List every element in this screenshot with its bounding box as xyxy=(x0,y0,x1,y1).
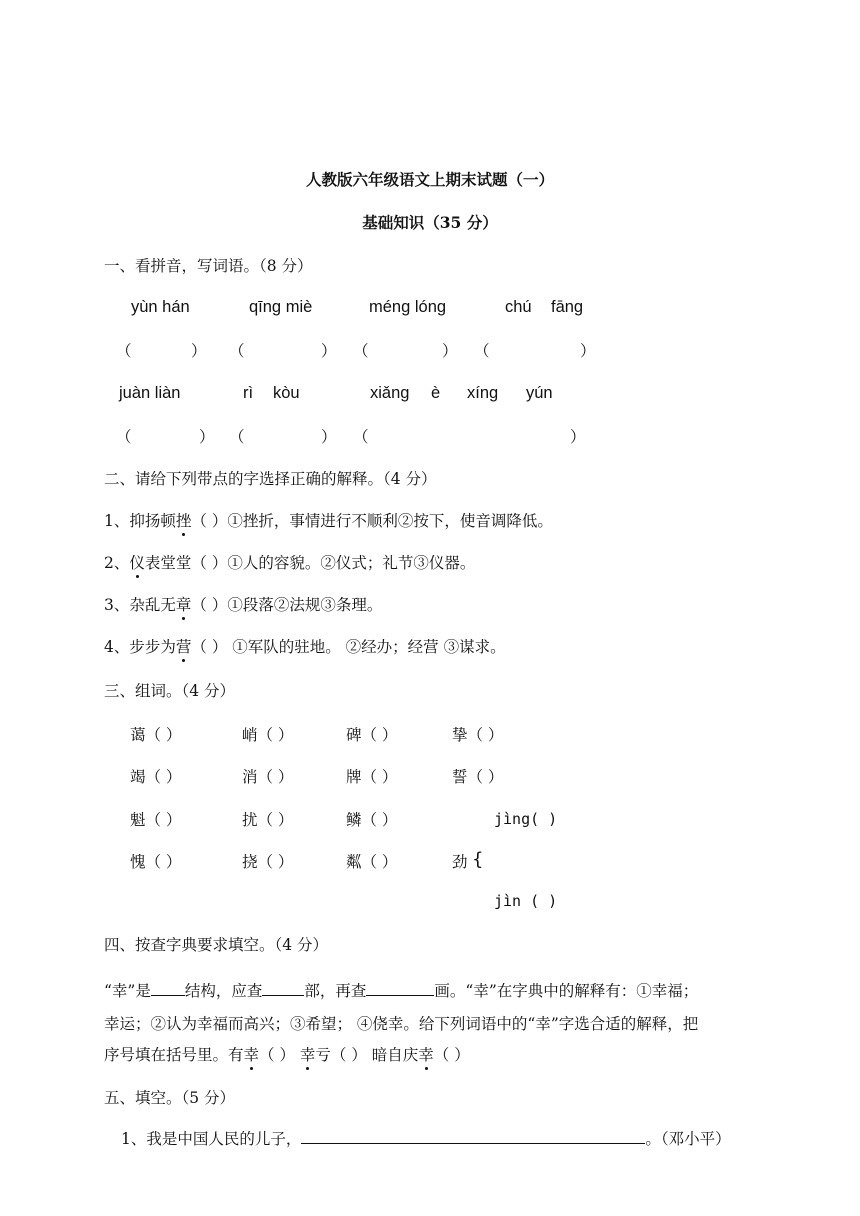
dotted-char: 仪 xyxy=(129,554,145,572)
pinyin: chú xyxy=(505,298,532,316)
dotted-char: 幸 xyxy=(418,1046,434,1064)
word-cell: 粼（ ） xyxy=(346,853,398,871)
bracket-open: （ xyxy=(353,428,369,446)
bracket-open: （ xyxy=(116,342,132,360)
answer-line xyxy=(301,1127,645,1144)
fill-blank xyxy=(366,979,434,996)
bracket-open: （ xyxy=(353,342,369,360)
fill-blank xyxy=(151,979,185,996)
paragraph-line: 序号填在括号里。有幸（ ） 幸亏（ ） 暗自庆幸（ ） xyxy=(104,1046,470,1064)
dotted-char: 挫 xyxy=(175,512,192,530)
word-cell: 魁（ ） xyxy=(130,811,182,829)
dotted-char: 营 xyxy=(175,638,192,656)
page-title: 人教版六年级语文上期末试题（一） xyxy=(305,170,554,189)
bracket-close: ） xyxy=(199,428,215,446)
word-cell: 挚（ ） xyxy=(452,726,504,744)
pinyin: yún xyxy=(526,384,553,402)
pinyin: qīng miè xyxy=(249,298,313,316)
section-1-heading: 一、看拼音，写词语。（8 分） xyxy=(104,257,313,275)
section-4-heading: 四、按查字典要求填空。（4 分） xyxy=(104,936,329,954)
pinyin: méng lóng xyxy=(369,298,447,316)
pinyin: xíng xyxy=(467,384,499,402)
brace-symbol: { xyxy=(472,849,484,870)
bracket-close: ） xyxy=(321,342,337,360)
paragraph-line: 幸运；②认为幸福而高兴；③希望； ④侥幸。给下列词语中的“幸”字选合适的解释，把 xyxy=(104,1015,699,1033)
word-cell: 竭（ ） xyxy=(130,768,182,786)
fill-blank xyxy=(262,979,304,996)
bracket-close: ） xyxy=(580,342,596,360)
word-cell: 牌（ ） xyxy=(346,768,398,786)
pinyin: xiǎng xyxy=(370,384,410,402)
word-cell: 愧（ ） xyxy=(130,853,182,871)
bracket-close: ） xyxy=(321,428,337,446)
pinyin: è xyxy=(431,384,441,402)
question-item: 2、仪表堂堂（ ）①人的容貌。②仪式；礼节③仪器。 xyxy=(104,554,476,572)
fill-question: 1、我是中国人民的儿子， 。（邓小平） xyxy=(121,1127,731,1149)
pinyin: fāng xyxy=(551,298,584,316)
section-3-heading: 三、组词。（4 分） xyxy=(104,682,236,700)
bracket-close: ） xyxy=(191,342,207,360)
word-cell: 碑（ ） xyxy=(346,726,398,744)
bracket-close: ） xyxy=(442,342,458,360)
question-item: 1、抑扬顿挫（ ）①挫折，事情进行不顺利②按下，使音调降低。 xyxy=(104,512,553,530)
word-cell: 峭（ ） xyxy=(242,726,294,744)
word-cell: 劲 xyxy=(452,853,468,871)
word-cell: 鳞（ ） xyxy=(346,811,398,829)
dotted-char: 幸 xyxy=(243,1046,260,1064)
word-cell: 挠（ ） xyxy=(242,853,294,871)
pinyin: kòu xyxy=(273,384,300,402)
bracket-open: （ xyxy=(116,428,132,446)
pinyin-jin: jìn ( ) xyxy=(494,892,558,910)
word-cell: 誓（ ） xyxy=(452,768,504,786)
pinyin-jing: jìng( ) xyxy=(494,810,558,828)
page-subtitle: 基础知识（35 分） xyxy=(362,213,498,232)
question-item: 3、杂乱无章（ ）①段落②法规③条理。 xyxy=(104,596,383,614)
pinyin: yùn hán xyxy=(131,298,190,316)
section-5-heading: 五、填空。（5 分） xyxy=(104,1089,236,1107)
word-cell: 蔼（ ） xyxy=(130,726,182,744)
pinyin: juàn liàn xyxy=(119,384,181,402)
pinyin: rì xyxy=(243,384,254,402)
dotted-char: 章 xyxy=(175,596,192,614)
paragraph-line: “幸”是 结构，应查 部，再查 画。“幸”在字典中的解释有：①幸福； xyxy=(104,979,698,1001)
bracket-close: ） xyxy=(570,428,586,446)
section-2-heading: 二、请给下列带点的字选择正确的解释。（4 分） xyxy=(104,470,437,488)
dotted-char: 幸 xyxy=(299,1046,316,1064)
bracket-open: （ xyxy=(229,342,245,360)
word-cell: 消（ ） xyxy=(242,768,294,786)
bracket-open: （ xyxy=(229,428,245,446)
word-cell: 扰（ ） xyxy=(242,811,294,829)
question-item: 4、步步为营（ ） ①军队的驻地。 ②经办；经营 ③谋求。 xyxy=(104,638,506,656)
bracket-open: （ xyxy=(474,342,490,360)
